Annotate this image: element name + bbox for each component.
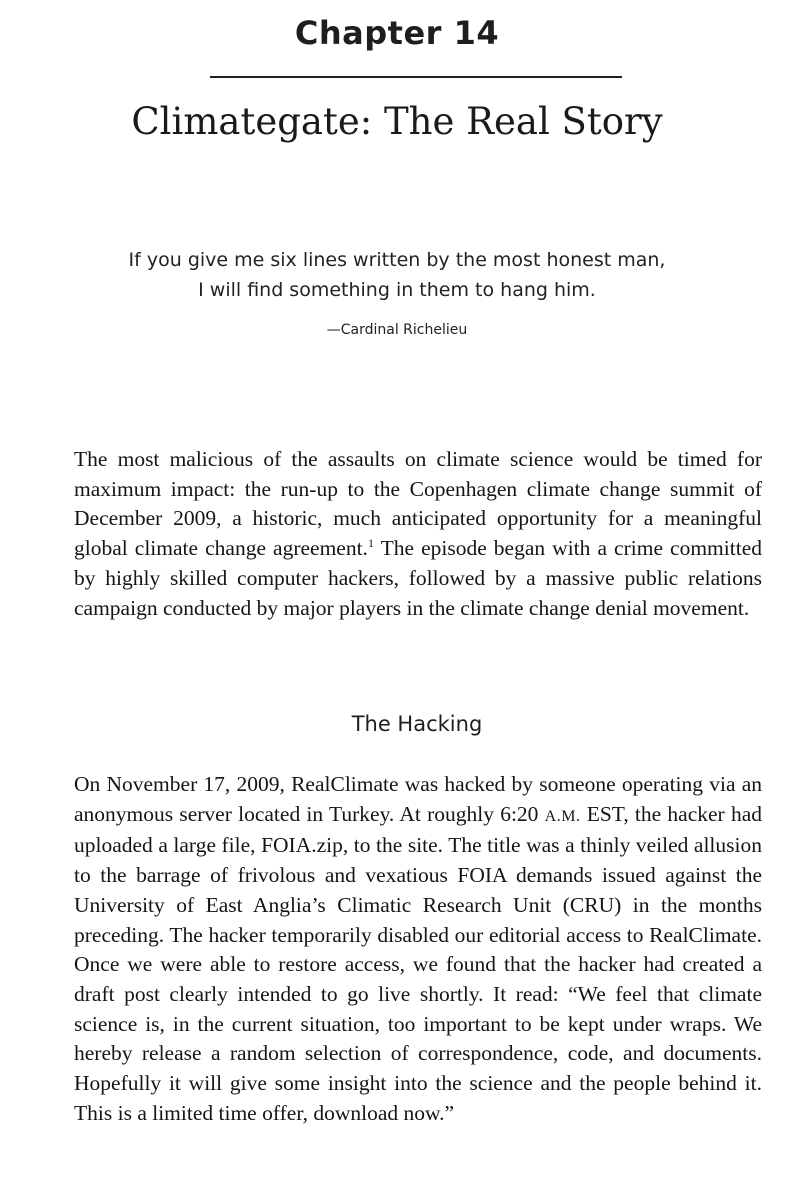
epigraph-line-1: If you give me six lines written by the most honest man, — [128, 249, 666, 271]
paragraph-2-text-continued: EST, the hacker had uploaded a large file, FOIA.zip, to the site. The title was a thinly veiled allusion to the barrage of frivolous and vexatious FOIA demands issued against the University of East Anglia’s Climatic Research Unit (CRU) in the months preceding. The hacker temporarily disabled our editorial access to RealClimate. Once we were able to restore access, we found that the hacker had created a draft post clearly intended to go live shortly. It read: “We feel that climate science is, in the current situation, too important to be kept under wraps. We hereby release a random selection of correspondence, code, and documents. Hopefully it will give some insight into the science and the people behind it. This is a limited time offer, download now.” — [74, 801, 762, 1125]
chapter-rule — [210, 76, 622, 78]
epigraph-attribution: —Cardinal Richelieu — [326, 322, 468, 338]
paragraph-2-text: On November 17, 2009, RealClimate was hacked by someone operating via an anonymous server located in Turkey. At roughly 6:20 — [74, 772, 762, 826]
paragraph-1-text-continued: The episode began with a crime committed by highly skilled computer hackers, followed by a massive public relations campaign conducted by major players in the climate change denial movement. — [74, 536, 762, 620]
epigraph-quote — [0, 245, 794, 305]
body-paragraph-1 — [74, 445, 762, 623]
body-paragraph-2 — [74, 770, 762, 1128]
time-marker: A.M. — [544, 807, 581, 825]
epigraph-line-2: I will find something in them to hang him. — [198, 279, 596, 301]
chapter-title: Climategate: The Real Story — [131, 100, 663, 143]
paragraph-1-text: The most malicious of the assaults on climate science would be timed for maximum impact: the run-up to the Copenhagen climate change summit of December 2009, a historic, much anticipated opportunity for a meaningful global climate change agreement. — [74, 447, 762, 561]
chapter-number: Chapter 14 — [294, 14, 500, 52]
section-heading: The Hacking — [351, 712, 483, 736]
footnote-marker[interactable]: 1 — [367, 535, 374, 550]
